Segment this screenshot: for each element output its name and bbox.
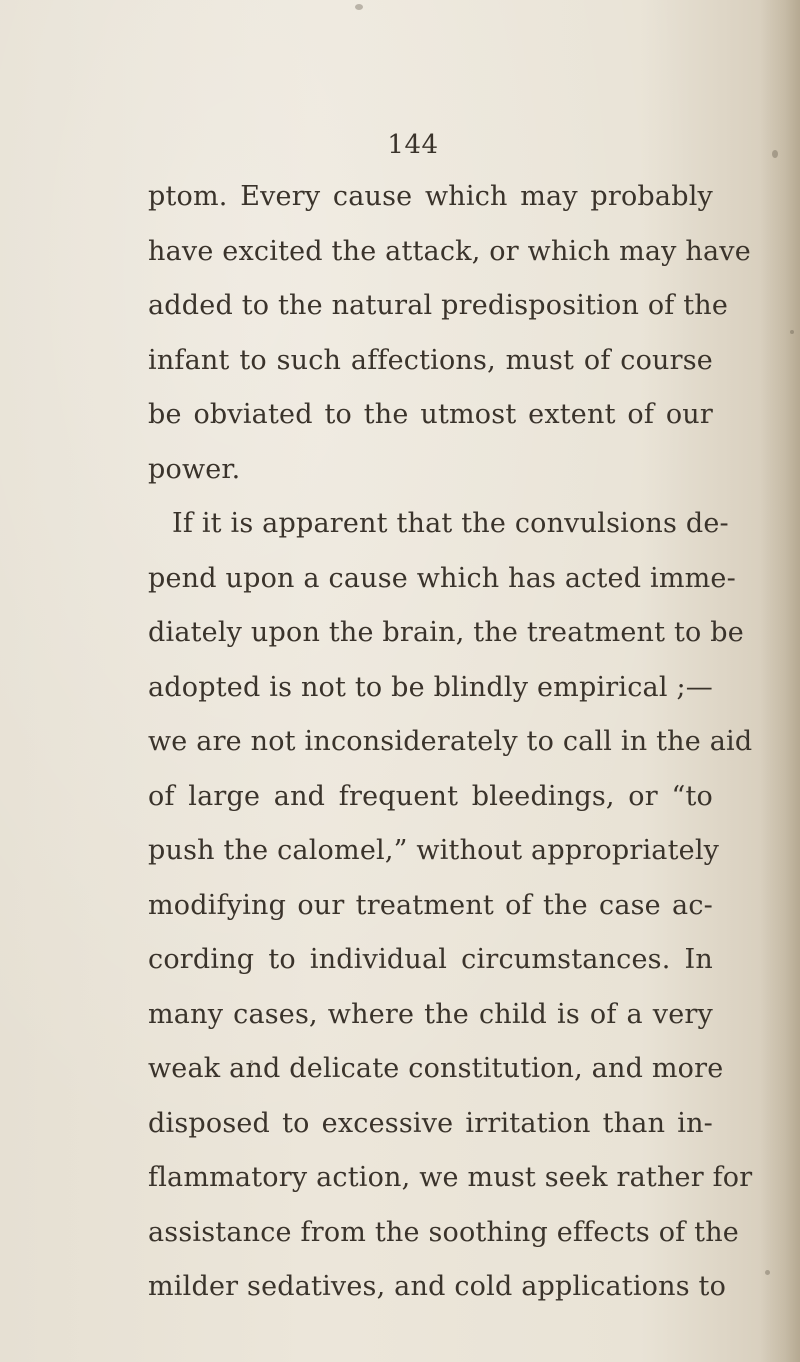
paper-speck	[355, 4, 363, 10]
page-number: 144	[387, 130, 439, 160]
text-line: assistance from the soothing effects of the	[148, 1216, 739, 1248]
text-line: flammatory action, we must seek rather for	[148, 1162, 753, 1193]
text-line: of large and frequent bleedings, or “to	[148, 780, 713, 812]
text-line: weak and delicate constitution, and more	[148, 1053, 724, 1084]
text-line: we are not inconsiderately to call in the aid	[148, 726, 753, 757]
text-line: be obviated to the utmost extent of our	[148, 399, 713, 430]
page-edge-shadow	[760, 0, 800, 1362]
text-line: added to the natural predisposition of the	[148, 290, 729, 321]
text-line: adopted is not to be blindly empirical ;—	[148, 671, 713, 703]
text-line: power.	[148, 453, 241, 485]
text-line: infant to such affections, must of course	[148, 344, 713, 376]
text-line: ptom. Every cause which may probably	[148, 181, 713, 212]
paper-speck	[765, 1270, 770, 1275]
text-line: pend upon a cause which has acted imme-	[148, 562, 736, 594]
text-line: milder sedatives, and cold applications to	[148, 1271, 727, 1302]
text-line: modifying our treatment of the case ac-	[148, 889, 713, 921]
text-line: push the calomel,” without appropriately	[148, 835, 720, 866]
text-line: diately upon the brain, the treatment to be	[148, 617, 744, 648]
body-text	[148, 170, 753, 1315]
text-line: have excited the attack, or which may have	[148, 235, 751, 267]
text-line: cording to individual circumstances. In	[148, 944, 713, 975]
text-line: If it is apparent that the convulsions de-	[172, 508, 729, 539]
text-line: disposed to excessive irritation than in-	[148, 1107, 713, 1139]
paper-speck	[790, 330, 794, 334]
text-line: many cases, where the child is of a very	[148, 998, 713, 1030]
